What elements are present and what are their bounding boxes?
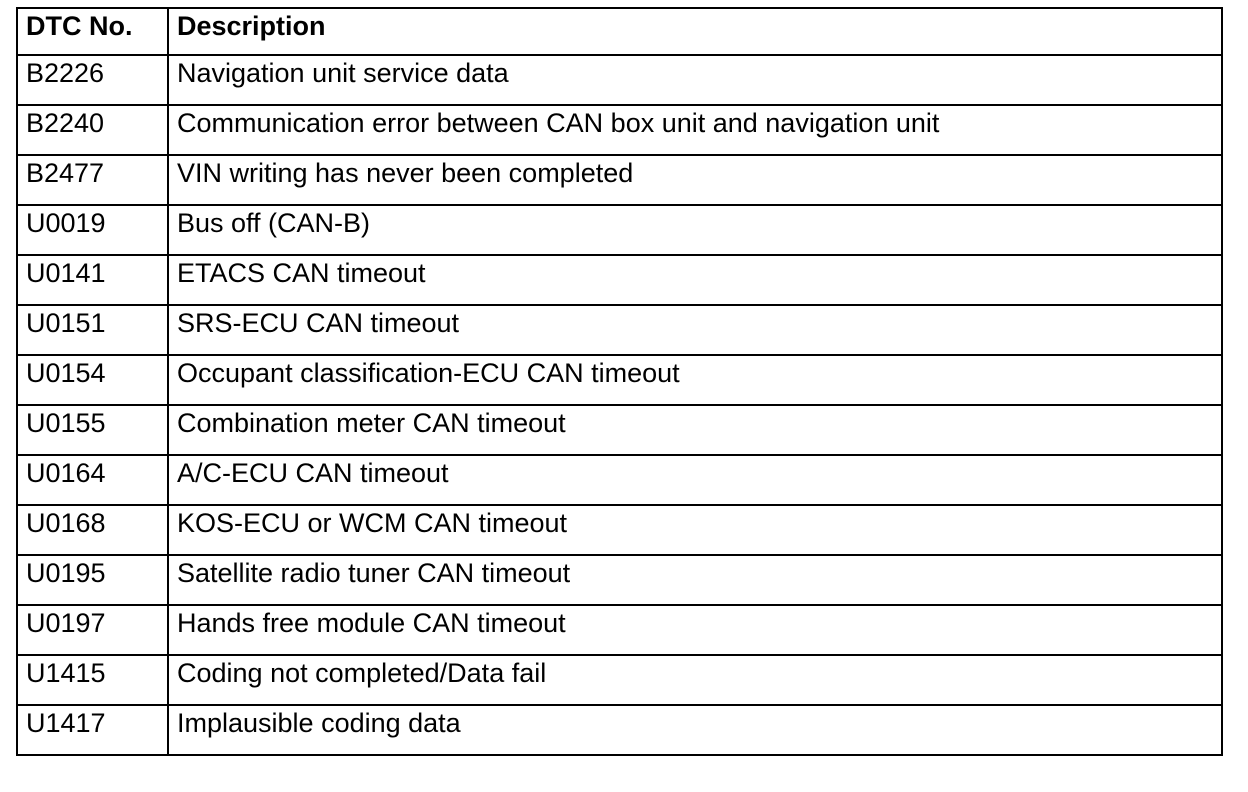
table-row [17,505,1222,555]
dtc-code-cell: U0019 [17,205,168,255]
dtc-code-cell: U1415 [17,655,168,705]
dtc-description-cell: Combination meter CAN timeout [168,405,1222,455]
dtc-description-cell: Satellite radio tuner CAN timeout [168,555,1222,605]
dtc-code-cell: U0197 [17,605,168,655]
table-row [17,355,1222,405]
table-row [17,105,1222,155]
table-row [17,205,1222,255]
dtc-description-cell: Communication error between CAN box unit and navigation unit [168,105,1222,155]
header-dtc-no: DTC No. [17,8,168,55]
header-row [17,8,1222,55]
dtc-description-cell: VIN writing has never been completed [168,155,1222,205]
table-row [17,555,1222,605]
dtc-code-cell: U0141 [17,255,168,305]
dtc-code-cell: U0164 [17,455,168,505]
table-row [17,255,1222,305]
table-row [17,55,1222,105]
dtc-code-cell: B2477 [17,155,168,205]
dtc-code-cell: U0154 [17,355,168,405]
dtc-table [16,7,1223,756]
dtc-description-cell: Implausible coding data [168,705,1222,755]
table-row [17,155,1222,205]
table-row [17,605,1222,655]
dtc-code-cell: B2226 [17,55,168,105]
header-description: Description [168,8,1222,55]
dtc-description-cell: A/C-ECU CAN timeout [168,455,1222,505]
dtc-code-cell: U0151 [17,305,168,355]
dtc-description-cell: KOS-ECU or WCM CAN timeout [168,505,1222,555]
dtc-description-cell: Bus off (CAN-B) [168,205,1222,255]
dtc-code-cell: U0195 [17,555,168,605]
dtc-description-cell: Occupant classification-ECU CAN timeout [168,355,1222,405]
table-row [17,405,1222,455]
dtc-code-cell: U0168 [17,505,168,555]
dtc-description-cell: ETACS CAN timeout [168,255,1222,305]
dtc-code-cell: U1417 [17,705,168,755]
table-row [17,455,1222,505]
dtc-description-cell: Hands free module CAN timeout [168,605,1222,655]
table-row [17,705,1222,755]
dtc-code-cell: B2240 [17,105,168,155]
dtc-code-cell: U0155 [17,405,168,455]
dtc-description-cell: Navigation unit service data [168,55,1222,105]
table-row [17,655,1222,705]
dtc-description-cell: SRS-ECU CAN timeout [168,305,1222,355]
dtc-description-cell: Coding not completed/Data fail [168,655,1222,705]
table-row [17,305,1222,355]
